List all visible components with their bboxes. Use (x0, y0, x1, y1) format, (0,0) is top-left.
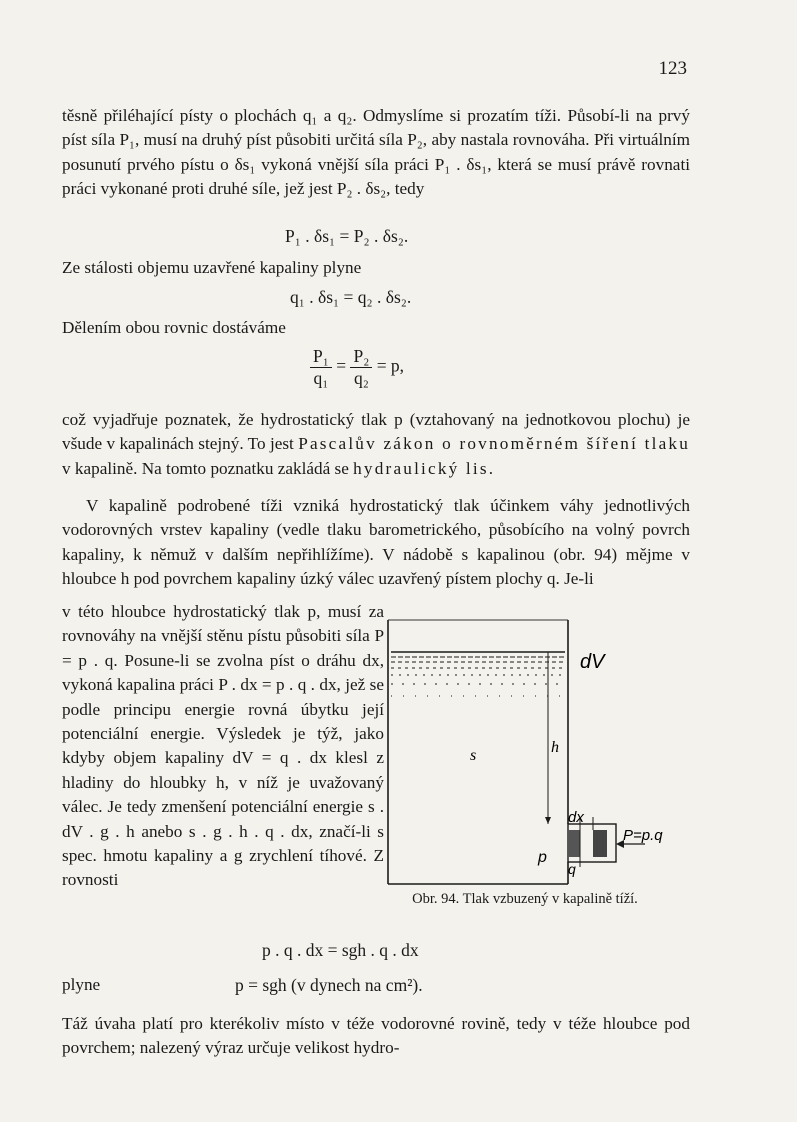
paragraph-4 (62, 408, 690, 481)
hydraulic-press-emphasis: hydraulický lis (353, 458, 489, 478)
equation-1: P₁ . δs₁ = P₂ . δs₂. (285, 226, 409, 246)
label-q: q (568, 861, 576, 877)
label-p: p (538, 849, 547, 866)
paragraph-1-text: těsně přiléhající písty o plochách q₁ a q₂. Odmyslíme si prozatím tíži. Působí-li na prvý píst síla P₁, musí na druhý píst působiti určitá síla P₂, aby nastala rovnováha. Při virtuálním posunutí prvého pístu o δs₁ vykoná vnější síla práci P₁ . δs₁, která se musí právě rovnati práci vykonané proti druhé síle, jež jest P₂ . δs₂, tedy (62, 106, 690, 199)
label-s: s (470, 747, 477, 764)
line-2 (62, 256, 690, 280)
fraction-1-numerator: P₁ (310, 346, 332, 368)
piston (593, 830, 607, 857)
paragraph-1 (62, 104, 690, 202)
last-paragraph (62, 1012, 690, 1061)
fraction-2-denominator: q₂ (353, 368, 369, 388)
equals-sign: = (336, 355, 347, 376)
word-plyne: plyne (62, 975, 101, 994)
fraction-1 (310, 346, 332, 389)
pascal-law-emphasis: Pascalův zákon o rovnoměrném šíření tlaku (298, 434, 690, 454)
paragraph-5-text: V kapalině podrobené tíži vzniká hydrostatický tlak účinkem váhy jednotlivých vodorovných vrstev kapaliny (vedle tlaku barometrického, působícího na volný povrch kapaliny, k němuž v dalším nepřihlížíme). V nádobě s kapalinou (obr. 94) mějme v hloubce h pod povrchem kapaliny úzký válec uzavřený pístem plochy q. Je-li (62, 496, 690, 589)
fraction-2 (350, 346, 372, 389)
liquid-element (568, 830, 580, 857)
equation-5: p = sgh (v dynech na cm²). (235, 975, 423, 995)
fraction-1-denominator: q₁ (313, 368, 329, 388)
paragraph-4-b: v kapalině. Na tomto poznatku zakládá se (62, 458, 354, 478)
line-2-text: Ze stálosti objemu uzavřené kapaliny plyne (62, 258, 362, 277)
equation-3-rhs: = p, (376, 355, 405, 376)
equation-2: q₁ . δs₁ = q₂ . δs₂. (290, 287, 412, 307)
label-dV: dV (580, 651, 605, 673)
equation-3 (310, 346, 404, 389)
label-dx: dx (568, 809, 584, 826)
figure-94 (385, 612, 705, 912)
paragraph-5 (62, 494, 690, 592)
depth-arrowhead (545, 817, 551, 824)
label-h: h (551, 739, 559, 756)
paragraph-4-a: což vyjadřuje poznatek, že hydrostatický tlak p (vztahovaný na jednotkovou plochu) je všude v kapalinách stejný. To jest (62, 410, 690, 454)
last-paragraph-text: Táž úvaha platí pro kterékoliv místo v téže vodorovné rovině, tedy v téže hloubce pod povrchem; nalezený výraz určuje velikost hydro- (62, 1014, 690, 1058)
paragraph-4-text (62, 408, 690, 481)
surface-layer (391, 652, 565, 696)
figure-caption: Obr. 94. Tlak vzbuzený v kapalině tíží. (412, 891, 638, 907)
vessel (388, 620, 568, 884)
left-column-text (62, 600, 384, 893)
line-3 (62, 316, 690, 340)
line-3-text: Dělením obou rovnic dostáváme (62, 318, 286, 337)
paragraph-4-c: . (488, 458, 494, 478)
fraction-2-numerator: P₂ (350, 346, 372, 368)
label-P: P=p.q (623, 827, 663, 844)
left-column-paragraph: v této hloubce hydrostatický tlak p, musí za rovnováhy na vnější stěnu pístu působiti síla P = p . q. Posune-li se zvolna píst o dráhu dx, vykoná kapalina práci P . dx = p . q . dx, jež se podle principu energie rovná úbytku její potenciální energie. Výsledek je týž, jako kdyby objem kapaliny dV = q . dx klesl z hladiny do hloubky h, v níž je uvažovaný válec. Je tedy zmenšení potenciální energie s . dV . g . h anebo s . g . h . q . dx, značí-li s spec. hmotu kapaliny a g zrychlení tíhové. Z rovnosti (62, 602, 384, 890)
page-number: 123 (658, 58, 687, 79)
equation-4: p . q . dx = sgh . q . dx (262, 940, 419, 960)
